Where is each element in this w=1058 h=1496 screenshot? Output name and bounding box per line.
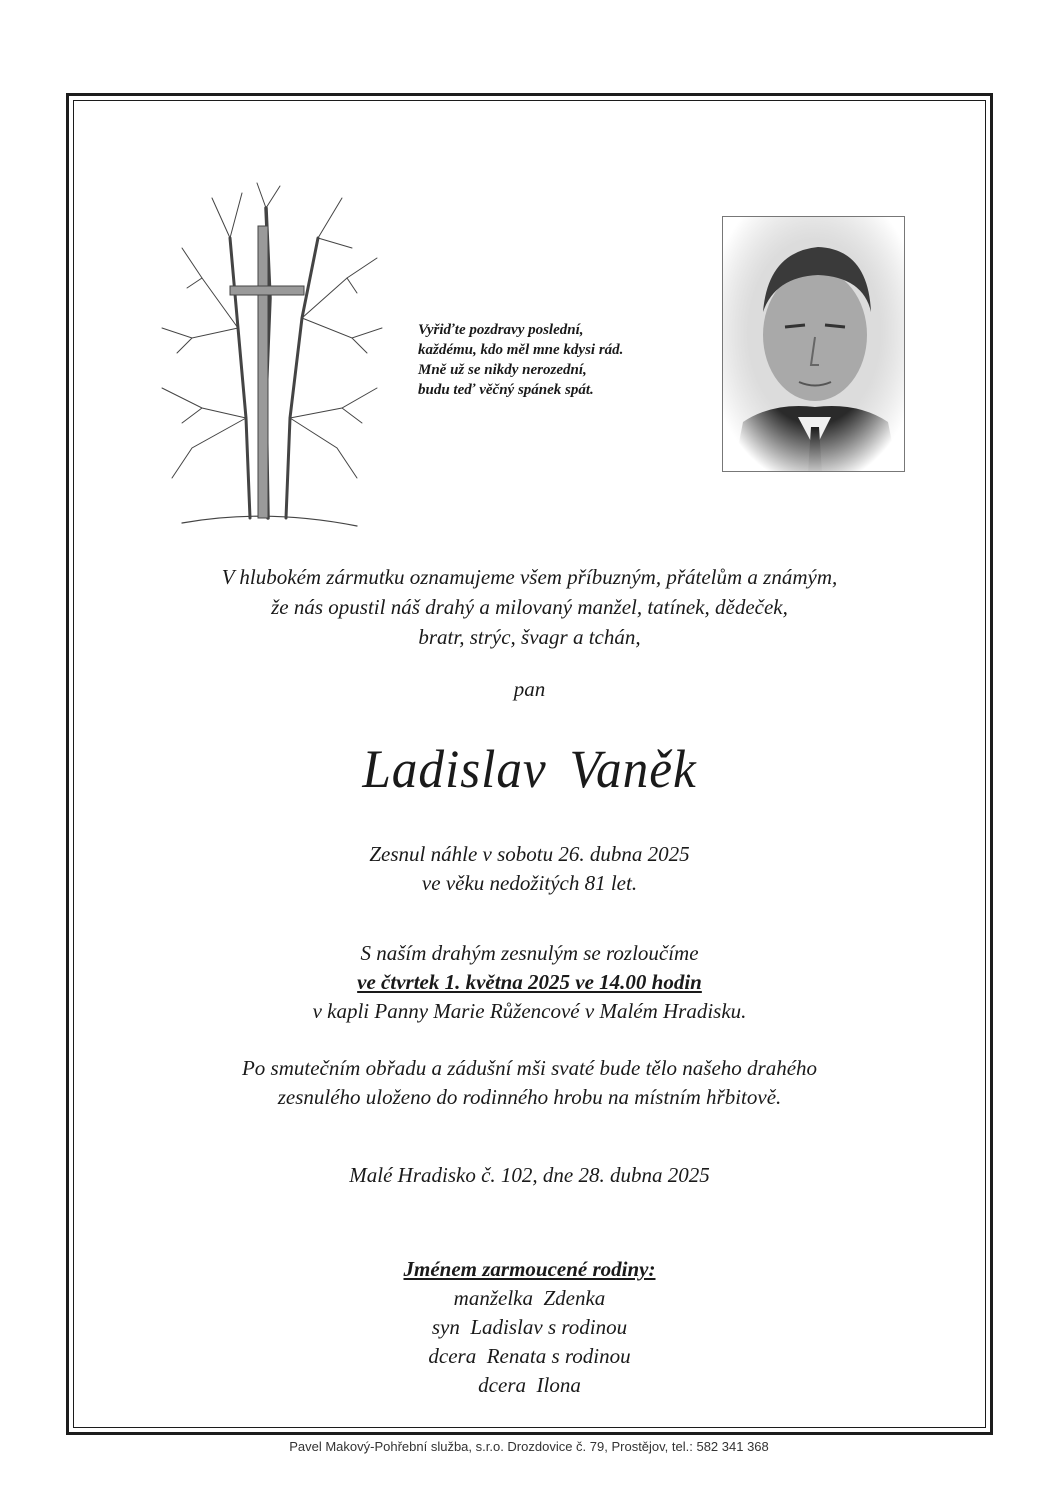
intro-line: bratr, strýc, švagr a tchán, xyxy=(418,625,641,649)
poem-line: budu teď věčný spánek spát. xyxy=(418,382,594,398)
memorial-poem xyxy=(418,320,718,400)
place-date: Malé Hradisko č. 102, dne 28. dubna 2025 xyxy=(349,1163,710,1187)
farewell-line: S naším drahým zesnulým se rozloučíme xyxy=(360,941,699,965)
farewell-location: v kapli Panny Marie Růžencové v Malém Hradisku. xyxy=(312,999,747,1023)
first-name: Ladislav xyxy=(362,739,547,799)
poem-line: Mně už se nikdy nerozední, xyxy=(418,362,587,378)
death-line: ve věku nedožitých 81 let. xyxy=(421,871,638,895)
poem-line: každému, kdo měl mne kdysi rád. xyxy=(418,342,624,358)
announcement-intro xyxy=(73,562,986,652)
family-list xyxy=(73,1255,986,1400)
burial-line: Po smutečním obřadu a zádušní mši svaté bude tělo našeho drahého xyxy=(241,1056,818,1080)
death-info xyxy=(73,840,986,898)
tree-cross-illustration xyxy=(142,178,390,533)
poem-line: Vyřiďte pozdravy poslední, xyxy=(418,322,584,338)
intro-line: V hlubokém zármutku oznamujeme všem příbuzným, přátelům a známým, xyxy=(221,565,838,589)
deceased-name xyxy=(96,738,963,800)
funeral-service-footer: Pavel Makový-Pohřební služba, s.r.o. Drozdovice č. 79, Prostějov, tel.: 582 341 368 xyxy=(289,1439,769,1454)
intro-line: že nás opustil náš drahý a milovaný manžel, tatínek, dědeček, xyxy=(271,595,788,619)
burial-line: zesnulého uloženo do rodinného hrobu na místním hřbitově. xyxy=(277,1085,782,1109)
family-member: syn Ladislav s rodinou xyxy=(431,1315,628,1339)
farewell-datetime: ve čtvrtek 1. května 2025 ve 14.00 hodin xyxy=(357,970,702,994)
death-line: Zesnul náhle v sobotu 26. dubna 2025 xyxy=(369,842,690,866)
salutation: pan xyxy=(513,677,546,701)
family-member: dcera Renata s rodinou xyxy=(428,1344,631,1368)
family-member: dcera Ilona xyxy=(478,1373,581,1397)
family-member: manželka Zdenka xyxy=(453,1286,606,1310)
burial-info xyxy=(73,1054,986,1112)
last-name: Vaněk xyxy=(569,739,697,799)
family-heading: Jménem zarmoucené rodiny: xyxy=(403,1257,656,1281)
farewell-info xyxy=(73,939,986,1026)
portrait-photo xyxy=(722,216,905,472)
